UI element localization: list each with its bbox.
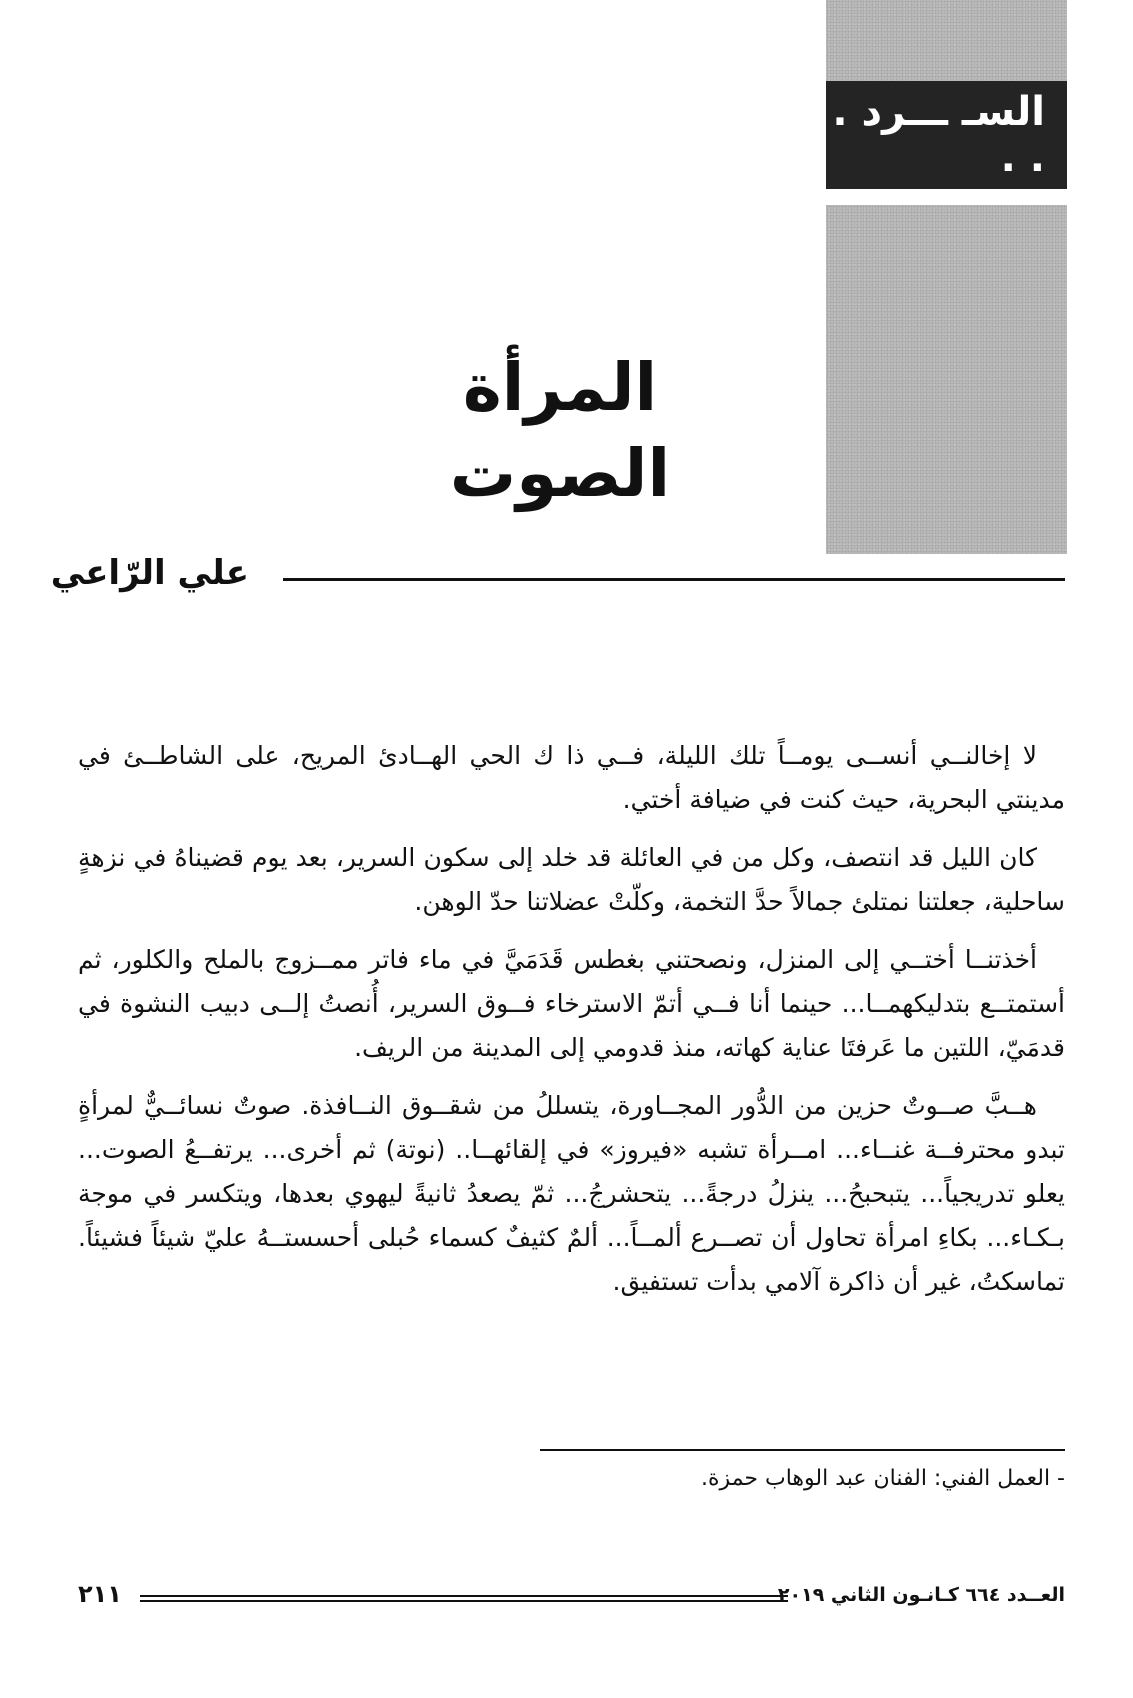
author-name: علي الرّاعي <box>50 553 249 593</box>
decorative-gray-block-top <box>826 0 1067 81</box>
paragraph: كان الليل قد انتصف، وكل من في العائلة قد خلد إلى سكون السرير، بعد يوم قضيناهُ في نزهةٍ ساحلية، جعلتنا نمتلئ جمالاً حدَّ التخمة، وكلّتْ عضلاتنا حدّ الوهن. <box>78 843 1065 916</box>
author-divider <box>283 578 1065 581</box>
section-label: السـ ـــرد . . . <box>832 89 1045 181</box>
article-body <box>78 734 1065 1318</box>
footnote-divider <box>540 1449 1065 1451</box>
footer-rule <box>140 1600 788 1602</box>
page-number: ٢١١ <box>78 1580 122 1608</box>
issue-info: العــدد ٦٦٤ كـانـون الثاني ٢٠١٩ <box>777 1584 1065 1606</box>
paragraph: لا إخالنــي أنســى يومــاً تلك الليلة، فــي ذا ك الحي الهــادئ المريح، على الشاطــئ في مدينتي البحرية، حيث كنت في ضيافة أختي. <box>78 741 1065 814</box>
paragraph: هــبَّ صــوتٌ حزين من الدُّور المجــاورة، يتسللُ من شقــوق النــافذة. صوتٌ نسائــيٌّ لمرأةٍ تبدو محترفــة غنــاء... امــرأة تشبه «فيروز» في إلقائهــا.. (نوتة) ثم أخرى... يرتفــعُ الصوت... يعلو تدريجياً... يتبحبحُ... ينزلُ درجةً... يتحشرجُ... ثمّ يصعدُ ثانيةً ليهوي بعدها، ويتكسر في موجة بـكـاء... بكاءِ امرأة تحاول أن تصــرع ألمــاً... ألمٌ كثيفٌ كسماء حُبلى أحسستــهُ عليّ شيئاً فشيئاً. تماسكتُ، غير أن ذاكرة آلامي بدأت تستفيق. <box>78 1091 1065 1296</box>
decorative-gray-block-bottom <box>826 205 1067 554</box>
paragraph: أخذتنــا أختــي إلى المنزل، ونصحتني بغطس قَدَمَيَّ في ماء فاتر ممــزوج بالملح والكلور، ثم أستمتــع بتدليكهمــا... حينما أنا فــي أتمّ الاسترخاء فــوق السرير، أُنصتُ إلــى دبيب النشوة في قدمَيّ، اللتين ما عَرفتَا عناية كهاته، منذ قدومي إلى المدينة من الريف. <box>78 945 1065 1062</box>
section-label-band <box>826 81 1067 189</box>
footer-rule <box>140 1595 788 1597</box>
footnote: - العمل الفني: الفنان عبد الوهاب حمزة. <box>701 1466 1065 1491</box>
article-title: المرأة الصوت <box>449 349 671 512</box>
